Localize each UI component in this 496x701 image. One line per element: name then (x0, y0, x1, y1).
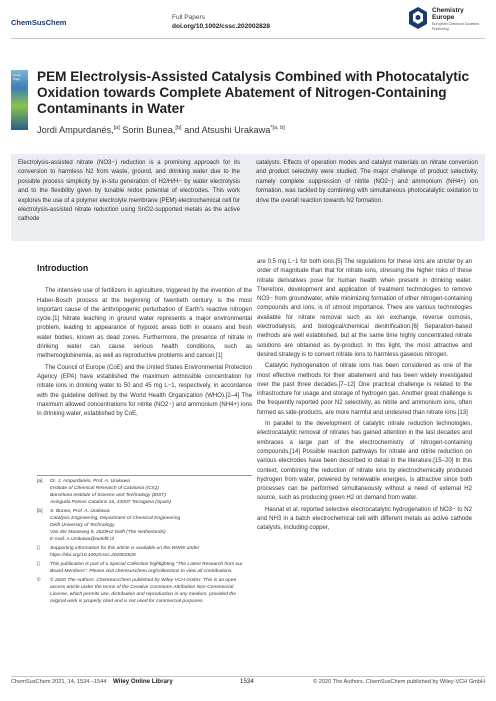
affiliation-item (37, 508, 252, 543)
affiliation-line: Avinguda Països Catalans 16, 43007 Tarragona (Spain) (50, 500, 171, 505)
logo-line1: Chemistry (432, 7, 464, 14)
affiliation-line: Barcelona Institute of Science and Technology (BIST) (50, 493, 166, 498)
body-column-right (257, 258, 472, 536)
cover-thumbnail-label: Cover Page (13, 73, 22, 81)
article-meta (172, 13, 270, 31)
author-affil: *[a, b] (270, 125, 285, 131)
paragraph: Hasnat et al. reported selective electrocatalytic hydrogenation of NO3− to N2 and NH3 in a batch electrochemical cell with different metals as active cathode catalysts, including copper, (257, 506, 472, 532)
body-column-left (37, 258, 252, 421)
paragraph: The Council of Europe (CoE) and the United States Environmental Protection Agency (EPA) have established the maximum admissible concentration for nitrate ions in drinking water to 50 and 45 mg L−1, respectively, in accordance with the guideline defined by the World Health Organization (WHO).[2–4] The maximum allowed concentrations for nitrite (NO2−) and ammonium (NH4+) ions in drinking water, established by CoE, (37, 364, 252, 418)
email-link[interactable]: E-mail: A.Urakawa@tudelft.nl (50, 537, 114, 542)
cover-thumbnail[interactable] (11, 70, 28, 130)
author-list (37, 125, 477, 135)
license-text: © 2020 The Authors. ChemSusChem published by Wiley-VCH GmbH. This is an open access article under the terms of the Creative Commons Attribution Non-Commercial License, which permits use, distribution and reproduction in any medium, provided the original work is properly cited and is not used for commercial purposes. (50, 578, 237, 604)
section-heading: Introduction (37, 263, 89, 273)
affiliation-line: Catalysis Engineering, Department of Chemical Engineering (50, 516, 181, 521)
chemistry-europe-logo (408, 5, 482, 35)
logo-line2: Europe (432, 14, 455, 21)
logo-text (432, 7, 464, 21)
affiliation-line: Dr. J. Ampurdanés, Prof. A. Urakawa (50, 479, 130, 484)
wiley-online-library-link[interactable]: Wiley Online Library (113, 678, 173, 685)
abstract-right: catalysts. Effects of operation modes and catalyst materials on nitrate conversion and product selectivity were studied. The major challenge of product selectivity, namely complete suppression of nitrite (NO2−) and ammonium (NH4+) ion formation, was tackled by combining with simultaneous photocatalytic oxidation to drive the overall reaction towards N2 formation. (256, 160, 478, 204)
affiliation-divider (37, 475, 252, 476)
affiliation-tag: [a] (37, 479, 43, 484)
affiliation-line: Delft University of Technology (50, 523, 115, 528)
author: and Atsushi Urakawa (184, 125, 271, 136)
collection-text[interactable]: This publication is part of a Special Collection highlighting "The Latest Research from our Board Members". Please visit chemsuschem.org/collections to view all contributions. (50, 562, 243, 574)
supporting-info-text[interactable]: Supporting information for this article is available on the WWW under https://doi.org/10.1002/cssc.202002828 (50, 546, 200, 558)
journal-name: ChemSusChem (11, 18, 67, 27)
paragraph: Catalytic hydrogenation of nitrate ions has been considered as one of the most effective methods for their abatement and has been widely investigated over the past three decades.[7–12] One practical challenge is related to the infrastructure for usage and storage of hydrogen gas. Another great challenge is the frequently reported poor N2 selectivity, as nitrite and ammonium ions, often formed as side-products, are more harmful and undesired than nitrate ions.[13] (257, 363, 472, 416)
author: Jordi Ampurdanés, (37, 125, 114, 136)
affiliation-line: Van der Maasweg 9, 2629HZ Delft (The Netherlands) (50, 530, 166, 535)
abstract-box (11, 154, 485, 241)
license-note (37, 577, 252, 605)
author-affil: [b] (175, 125, 182, 131)
logo-subtitle: European Chemical Societies Publishing (432, 22, 480, 31)
collection-icon: ▯ (37, 562, 40, 567)
page-header (0, 0, 496, 40)
paragraph: are 0.5 mg L−1 for both ions.[5] The regulations for these ions are stricter by an order of magnitude than that for nitrate ions, stressing the higher risks of these nitrate derivatives pose for human health when present in drinking water. Therefore, development and application of treatment technologies to remove NO3− from groundwater, while minimizing formation of other nitrogen-containing compounds and ions, is of utmost importance. There are various technologies available for nitrate removal such as ion exchange, reverse osmosis, electrodialysis, and biological/chemical denitrification.[6] Separation-based methods are well established, but at the same time highly concentrated nitrate solutions are obtained as by-product. In this light, the most attractive and desired strategy is to convert nitrate ions to harmless gaseous nitrogen. (257, 259, 472, 358)
article-type: Full Papers (172, 14, 205, 21)
author-affil: [a] (113, 125, 120, 131)
header-divider (11, 38, 485, 39)
doi-link[interactable]: doi.org/10.1002/cssc.202002828 (172, 23, 270, 30)
author: Sorin Bunea, (122, 125, 176, 136)
abstract-left: Electrolysis-assisted nitrate (NO3−) reduction is a promising approach for its conversion to harmless N2 from waste, ground, and drinking water due to the possible process simplicity by in-situ generation of H2/H/H− by water electrolysis and to the flexibility given by tunable redox potential of electrodes. This work explores the use of a polymer electrolyte membrane (PEM) electrochemical cell for electrolysis-assisted nitrate reduction using SnO2-supported metals as the active cathode (18, 160, 240, 223)
collection-note (37, 561, 252, 575)
footer-copyright: © 2020 The Authors. ChemSusChem published by Wiley-VCH GmbH (313, 679, 485, 685)
page-number: 1534 (240, 678, 254, 685)
affiliation-item (37, 478, 252, 506)
supporting-info-icon: ▯ (37, 546, 40, 551)
paragraph: In parallel to the development of catalytic nitrate reduction technologies, electrocatalytic removal of nitrates has gained attention in the last decades and embraces a large part of the electrochemistry of nitrogen-containing compounds.[14] Possible reaction pathways for nitrate and nitrite reduction on various electrodes have been described in detail in the literature.[15–20] In this context, combining the reduction of nitrate ions by electrochemically produced hydrogen from water, powered by renewable energies, is attractive since both processes can be performed simultaneously without a need of external H2 source, such as producing green H2 on demand from water. (257, 421, 472, 502)
paragraph: The intensive use of fertilizers in agriculture, triggered by the invention of the Haber-Bosch process at the beginning of twentieth century, is the most important cause of the anthropogenic perturbation of Earth's reactive nitrogen cycle.[1] Nitrate leaching in ground water represents a major environmental problem, leading to appearance of hypoxic areas both in oceans and fresh water bodies, known as dead zones. Furthermore, the presence of nitrate in drinking water can cause serious health conditions, such as methemoglobinemia, as well as reproductive problems and cancer.[1] (37, 288, 252, 360)
affiliations (37, 478, 252, 607)
page-footer (0, 677, 496, 691)
chemistry-europe-logo-icon (408, 6, 428, 30)
supporting-info-note (37, 545, 252, 559)
copyright-icon: © (37, 578, 41, 583)
affiliation-line: S. Bunea, Prof. A. Urakawa (50, 509, 110, 514)
article-title: PEM Electrolysis-Assisted Catalysis Combined with Photocatalytic Oxidation towards Complete Abatement of Nitrogen-Containing Contaminants in Water (37, 69, 470, 116)
affiliation-line: Institute of Chemical Research of Catalonia (ICIQ) (50, 486, 159, 491)
footer-citation: ChemSusChem 2021, 14, 1534 –1544 (11, 679, 107, 685)
affiliation-tag: [b] (37, 509, 43, 514)
